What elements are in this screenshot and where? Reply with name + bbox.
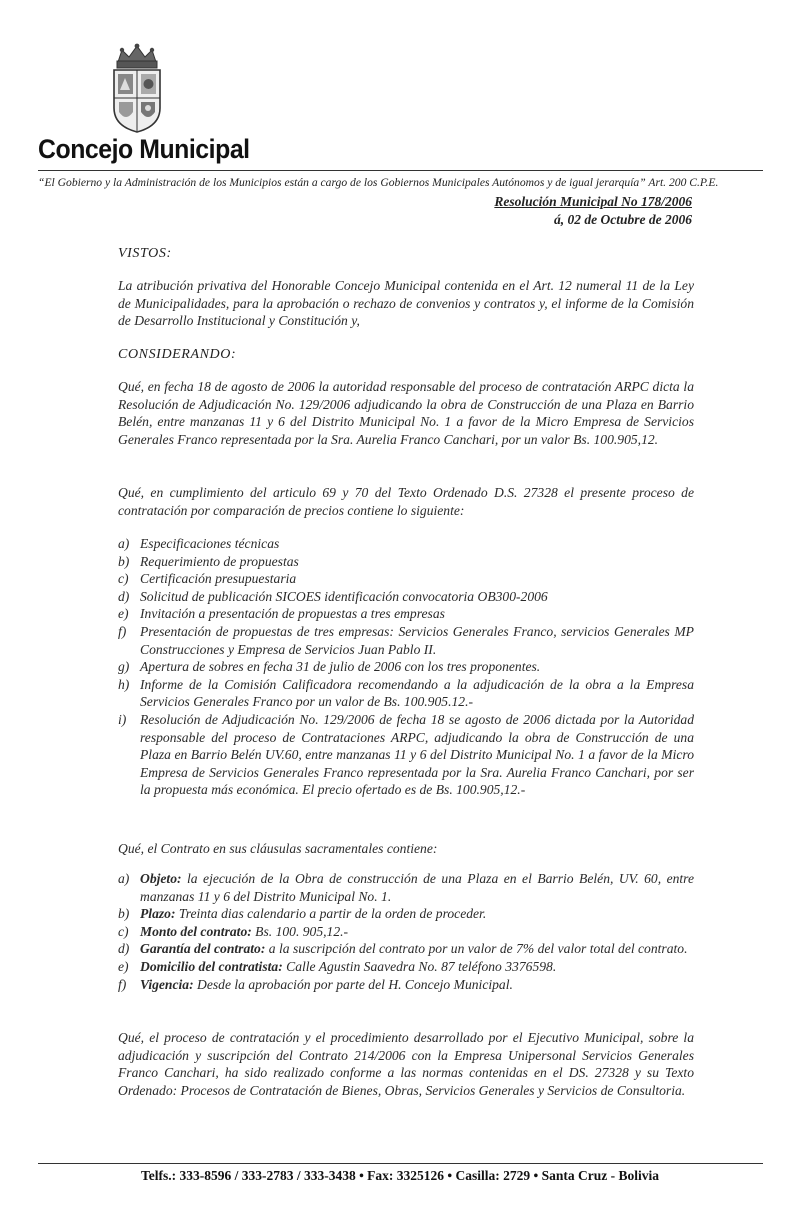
requirements-list: [118, 535, 694, 799]
resolution-date: á, 02 de Octubre de 2006: [554, 212, 692, 227]
list-item-text: Invitación a presentación de propuestas a tres empresas: [140, 606, 445, 622]
list-item-text: Certificación presupuestaria: [140, 571, 297, 587]
resolution-title: Resolución Municipal No 178/2006: [494, 194, 692, 209]
list-marker: e): [118, 606, 129, 622]
considerando-paragraph-4: Qué, el proceso de contratación y el procedimiento desarrollado por el Ejecutivo Municipal, sobre la adjudicación y suscripción del Contrato 214/2006 con la Empresa Unipersonal Servicios Generales Franco Canchari, ha sido realizado conforme a las normas contenidas en el DS. 27328 y su Texto Ordenado: Procesos de Contratación de Bienes, Obras, Servicios Generales y Servicios de Consultoria.: [118, 1030, 694, 1098]
list-marker: d): [118, 588, 130, 604]
clause-marker: b): [118, 906, 130, 922]
list-marker: c): [118, 571, 129, 587]
list-item: [118, 570, 694, 588]
list-item: [118, 676, 694, 711]
considerando-paragraph-3: Qué, el Contrato en sus cláusulas sacramentales contiene:: [118, 841, 438, 856]
list-item: [118, 711, 694, 799]
list-item-text: Informe de la Comisión Calificadora recomendando a la adjudicación de la obra a la Empresa Servicios Generales Franco por un valor de Bs. 100.905.12.-: [140, 676, 694, 710]
clause-text: Desde la aprobación por parte del H. Concejo Municipal.: [193, 976, 513, 992]
list-item-text: Apertura de sobres en fecha 31 de julio de 2006 con los tres proponentes.: [140, 659, 541, 675]
list-item: [118, 535, 694, 553]
clause-marker: a): [118, 871, 130, 886]
clause-item: [118, 958, 694, 976]
clause-text: la ejecución de la Obra de construcción de una Plaza en el Barrio Belén, UV. 60, entre manzanas 11 y 6 del Distrito Municipal No. 1.: [140, 871, 694, 904]
clause-marker: c): [118, 923, 129, 939]
list-marker: h): [118, 676, 130, 692]
list-item: [118, 553, 694, 571]
considerando-paragraph-2: Qué, en cumplimiento del articulo 69 y 70 del Texto Ordenado D.S. 27328 el presente proceso de contratación por comparación de precios contiene lo siguiente:: [118, 485, 694, 518]
list-marker: b): [118, 553, 130, 569]
clause-label: Domicilio del contratista:: [140, 958, 283, 974]
considerando-paragraph-1: Qué, en fecha 18 de agosto de 2006 la autoridad responsable del proceso de contratación ARPC dicta la Resolución de Adjudicación No. 129/2006 adjudicando la obra de Construcción de una Plaza en Barrio Belén, entre manzanas 11 y 6 del Distrito Municipal No. 1 a favor de la Micro Empresa de Servicios Generales Franco representada por la Sra. Aurelia Franco Canchari, por un valor Bs. 100.905,12.: [118, 379, 694, 447]
header-divider: [38, 170, 763, 171]
list-item-text: Especificaciones técnicas: [140, 536, 280, 551]
clause-marker: e): [118, 958, 129, 974]
clause-marker: d): [118, 941, 130, 957]
list-item: [118, 623, 694, 658]
list-marker: i): [118, 711, 127, 727]
list-item-text: Resolución de Adjudicación No. 129/2006 de fecha 18 se agosto de 2006 dictada por la Autoridad responsable del proceso de Contrataciones ARPC, adjudicando la obra de Construcción de una Plaza en Barrio Belén UV.60, entre manzanas 11 y 6 del Distrito Municipal No. 1 a favor de la Micro Empresa de Servicios Generales Franco representada por la Sra. Aurelia Franco Canchari, por ser la propuesta más económica. El precio ofertado es de Bs. 100.905,12.-: [140, 711, 694, 798]
header-motto: “El Gobierno y la Administración de los Municipios están a cargo de los Gobiernos Municipales Autónomos y de igual jerarquía” Art. 200 C.P.E.: [38, 176, 719, 189]
clause-text: Treinta dias calendario a partir de la orden de proceder.: [175, 906, 487, 922]
org-name: Concejo Municipal: [38, 134, 250, 164]
clause-item: [118, 870, 694, 905]
list-marker: g): [118, 659, 130, 675]
clause-label: Objeto:: [140, 871, 182, 886]
clause-text: Calle Agustin Saavedra No. 87 teléfono 3376598.: [282, 958, 557, 974]
clause-label: Plazo:: [140, 906, 176, 922]
list-marker: a): [118, 536, 130, 551]
list-item-text: Requerimiento de propuestas: [140, 553, 299, 569]
coat-of-arms-icon: [104, 42, 170, 134]
list-item-text: Solicitud de publicación SICOES identificación convocatoria OB300-2006: [140, 588, 548, 604]
clause-item: [118, 976, 694, 994]
list-item: [118, 658, 694, 676]
clause-item: [118, 905, 694, 923]
considerando-heading: CONSIDERANDO:: [118, 347, 237, 362]
clause-label: Monto del contrato:: [140, 923, 252, 939]
clause-text: a la suscripción del contrato por un valor de 7% del valor total del contrato.: [265, 941, 688, 957]
vistos-text: La atribución privativa del Honorable Concejo Municipal contenida en el Art. 12 numeral 11 de la Ley de Municipalidades, para la aprobación o rechazo de convenios y contratos y, el informe de la Comisión de Desarrollo Institucional y Constitución y,: [118, 278, 694, 329]
contract-clauses-list: [118, 870, 694, 993]
list-marker: f): [118, 623, 127, 639]
clause-label: Vigencia:: [140, 976, 194, 992]
clause-label: Garantía del contrato:: [140, 941, 266, 957]
footer-contact: Telfs.: 333-8596 / 333-2783 / 333-3438 • Fax: 3325126 • Casilla: 2729 • Santa Cruz - Bolivia: [140, 1168, 660, 1183]
vistos-heading: VISTOS:: [118, 246, 172, 261]
list-item: [118, 605, 694, 623]
clause-item: [118, 940, 694, 958]
list-item-text: Presentación de propuestas de tres empresas: Servicios Generales Franco, servicios Generales MP Construcciones y Empresa de Servicios Juan Pablo II.: [140, 623, 694, 657]
footer-divider: [38, 1163, 763, 1164]
list-item: [118, 588, 694, 606]
clause-item: [118, 923, 694, 941]
clause-marker: f): [118, 976, 127, 992]
clause-text: Bs. 100. 905,12.-: [251, 923, 349, 939]
